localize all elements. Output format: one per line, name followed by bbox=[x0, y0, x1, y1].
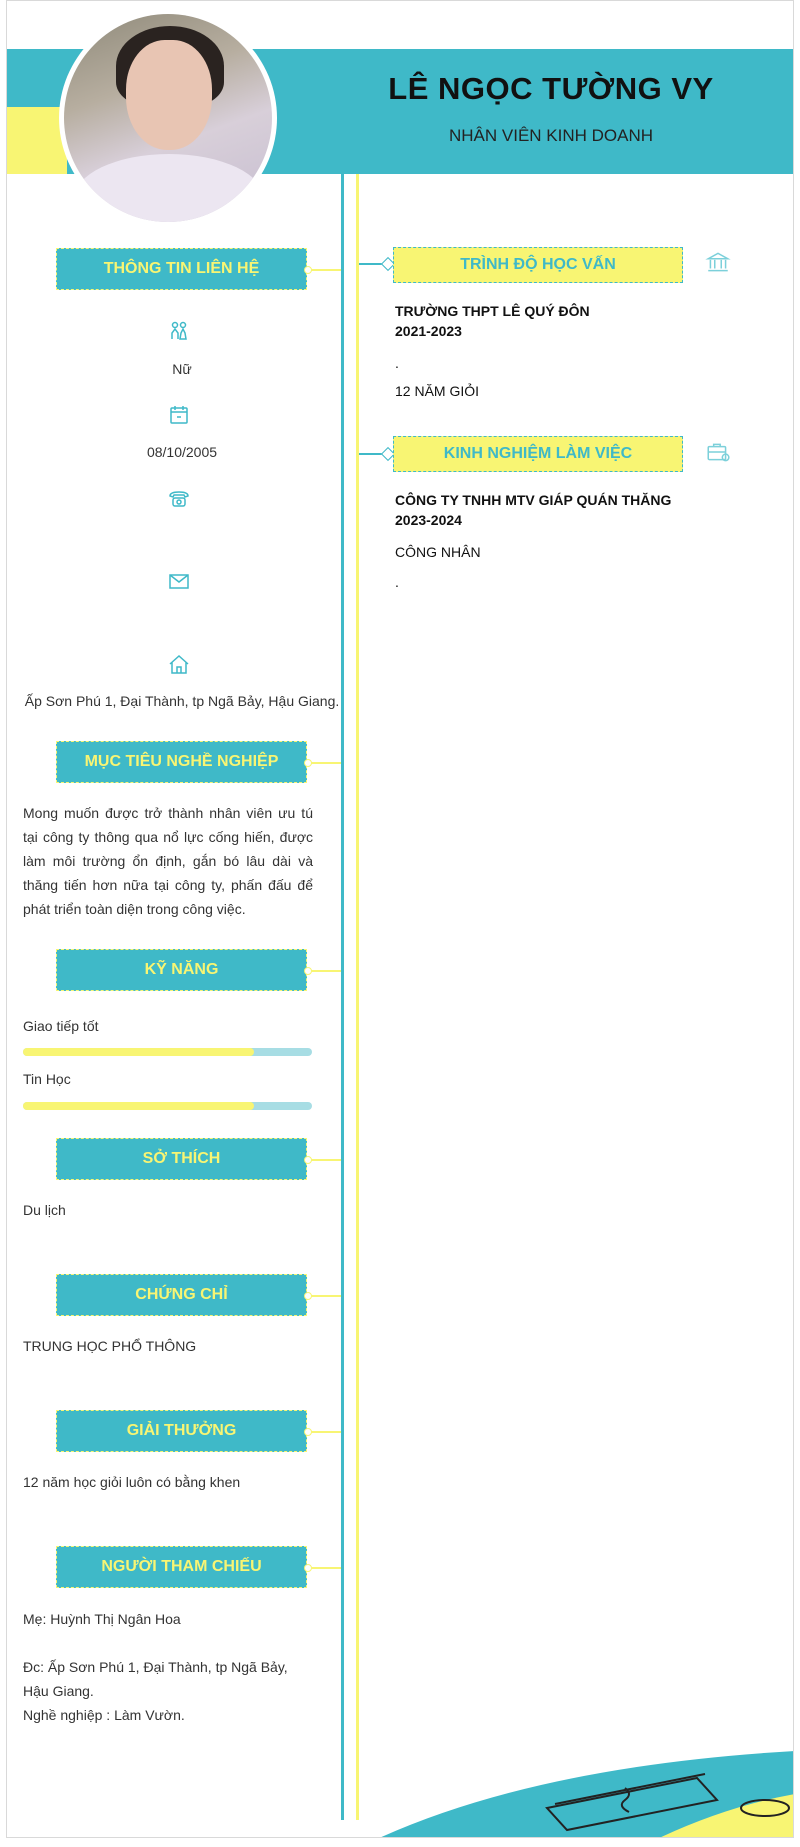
footer-decoration bbox=[377, 1746, 794, 1838]
education-period: 2021-2023 bbox=[395, 323, 462, 339]
reference-job: Nghề nghiệp : Làm Vườn. bbox=[23, 1707, 185, 1723]
briefcase-icon bbox=[703, 439, 733, 467]
candidate-job-title: NHÂN VIÊN KINH DOANH bbox=[448, 126, 654, 145]
skill-bar bbox=[23, 1048, 312, 1056]
experience-company: CÔNG TY TNHH MTV GIÁP QUÁN THĂNG bbox=[395, 492, 672, 508]
candidate-name: LÊ NGỌC TƯỜNG VY bbox=[388, 71, 714, 106]
skill-name: Giao tiếp tốt bbox=[23, 1018, 99, 1034]
avatar-shirt bbox=[74, 154, 264, 222]
skill-bar-fill bbox=[23, 1102, 254, 1110]
hobbies-connector bbox=[307, 1159, 341, 1161]
experience-period: 2023-2024 bbox=[395, 512, 462, 528]
references-connector bbox=[307, 1567, 341, 1569]
bank-icon bbox=[703, 249, 733, 277]
skills-connector bbox=[307, 970, 341, 972]
references-section-title: NGƯỜI THAM CHIẾU bbox=[56, 1546, 307, 1588]
contact-section-title: THÔNG TIN LIÊN HỆ bbox=[56, 248, 307, 290]
avatar-photo bbox=[64, 14, 272, 222]
mail-icon bbox=[167, 569, 191, 593]
reference-name: Mẹ: Huỳnh Thị Ngân Hoa bbox=[23, 1611, 181, 1627]
experience-connector bbox=[359, 453, 393, 455]
skill-bar-fill bbox=[23, 1048, 254, 1056]
awards-connector bbox=[307, 1431, 341, 1433]
certificates-text: TRUNG HỌC PHỔ THÔNG bbox=[23, 1338, 197, 1354]
education-section-title: TRÌNH ĐỘ HỌC VẤN bbox=[393, 247, 683, 283]
certificates-section-title: CHỨNG CHỈ bbox=[56, 1274, 307, 1316]
gender-icon bbox=[167, 319, 191, 343]
column-divider-yellow bbox=[356, 174, 359, 1820]
contact-connector bbox=[307, 269, 341, 271]
skill-name: Tin Học bbox=[23, 1071, 71, 1087]
education-connector bbox=[359, 263, 393, 265]
hobbies-section-title: SỞ THÍCH bbox=[56, 1138, 307, 1180]
avatar bbox=[59, 9, 277, 227]
calendar-icon bbox=[167, 403, 191, 427]
phone-icon bbox=[167, 487, 191, 511]
avatar-face bbox=[126, 40, 212, 150]
objective-connector bbox=[307, 762, 341, 764]
education-dot: . bbox=[395, 355, 399, 371]
certificates-connector bbox=[307, 1295, 341, 1297]
awards-section-title: GIẢI THƯỞNG bbox=[56, 1410, 307, 1452]
education-description: 12 NĂM GIỎI bbox=[395, 383, 480, 399]
experience-section-title: KINH NGHIỆM LÀM VIỆC bbox=[393, 436, 683, 472]
hobbies-text: Du lịch bbox=[23, 1202, 66, 1218]
address-value: Ấp Sơn Phú 1, Đại Thành, tp Ngã Bảy, Hậu Giang. bbox=[24, 693, 340, 709]
gender-value: Nữ bbox=[172, 361, 192, 377]
awards-text: 12 năm học giỏi luôn có bằng khen bbox=[23, 1474, 241, 1490]
education-school: TRƯỜNG THPT LÊ QUÝ ĐÔN bbox=[395, 303, 590, 319]
objective-section-title: MỤC TIÊU NGHỀ NGHIỆP bbox=[56, 741, 307, 783]
experience-position: CÔNG NHÂN bbox=[395, 544, 481, 560]
home-icon bbox=[167, 653, 191, 677]
birthday-value: 08/10/2005 bbox=[146, 444, 218, 460]
column-divider-blue bbox=[341, 174, 344, 1820]
header-accent bbox=[7, 107, 67, 174]
cv-page bbox=[6, 0, 794, 1838]
objective-text: Mong muốn được trở thành nhân viên ưu tú tại công ty thông qua nổ lực cống hiến, được làm môi trường ổn định, gắn bó lâu dài và thăng tiến hơn nữa tại công ty, phấn đấu để phát triển toàn diện trong công việc. bbox=[23, 805, 313, 917]
skills-section-title: KỸ NĂNG bbox=[56, 949, 307, 991]
skill-bar bbox=[23, 1102, 312, 1110]
experience-dot: . bbox=[395, 574, 399, 590]
reference-address: Đc: Ấp Sơn Phú 1, Đại Thành, tp Ngã Bảy, Hậu Giang. bbox=[23, 1659, 288, 1699]
